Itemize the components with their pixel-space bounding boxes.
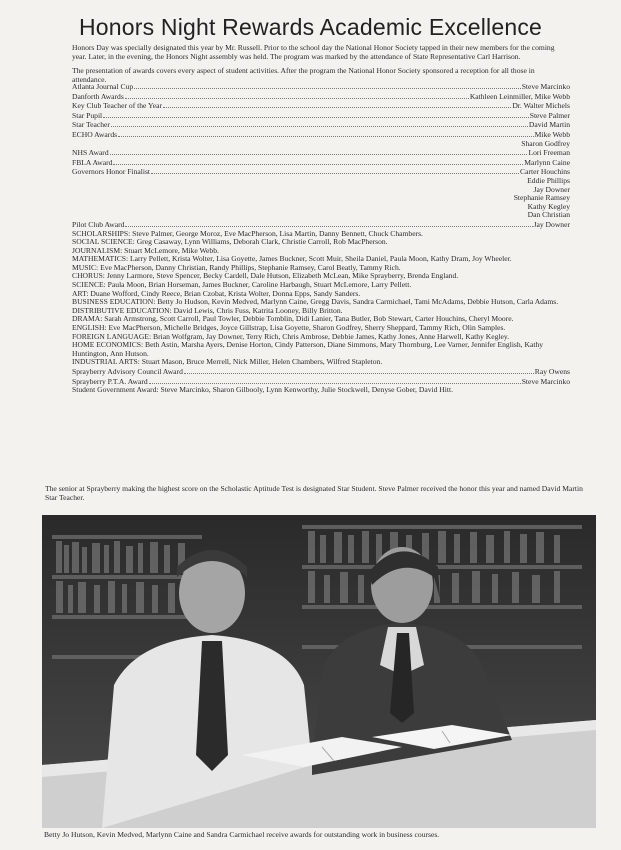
award-row: Sprayberry P.T.A. Award Steve Marcinko [72,376,570,386]
award-recipient-extra: Dan Christian [527,210,570,220]
award-recipient-extra: Kathy Kegley [527,201,570,211]
category-recipients: Betty Jo Hudson, Kevin Medved, Marlynn Caine, Gregg Davis, Sandra Carmichael, Tami McAdams, Debbie Hutson, Carla Adams. [157,297,559,307]
intro-paragraph: Honors Day was specially designated this year by Mr. Russell. Prior to the school day the National Honor Society tapped in their new members for the coming year. Later, in the evening, the Honors Night assembly was held. The program was marked by the attendance of State Representative Carl Harrison. [72,43,555,61]
category-recipients: Larry Pellett, Krista Wolter, Lisa Goyette, James Buckner, Scott Muir, Sheila Daniel, Paula Moon, Kathy Dram, Joy Wheeler. [130,254,512,264]
award-row: Star Pupil Steve Palmer [72,110,570,120]
award-category [72,358,570,367]
photo [42,515,596,828]
category-recipients: Eve MacPherson, Danny Christian, Randy Phillips, Stephanie Ramsey, Carol Beatly, Tammy Rich. [100,262,401,272]
award-row: Star Teacher David Martin [72,120,570,130]
category-recipients: Jenny Larmore, Steve Spencer, Becky Cardell, Dale Hutson, Elizabeth McLean, Mike Sprayberry, Brenda England. [106,271,459,281]
category-name: SCIENCE: [72,280,106,290]
photo-caption: Betty Jo Hutson, Kevin Medved, Marlynn Caine and Sandra Carmichael receive awards for outstanding work in business courses. [44,830,440,839]
page-title: Honors Night Rewards Academic Excellence [78,14,543,40]
category-name: HOME ECONOMICS: [72,340,144,350]
award-row: Danforth Awards Kathleen Leinmiller, Mike Webb [72,91,570,101]
category-name: SOCIAL SCIENCE: [72,237,135,247]
category-recipients: David Lewis, Chris Fuss, Katrita Looney, Billy Britton. [173,305,343,315]
category-list [72,230,570,368]
category-name: CHORUS: [72,271,105,281]
star-student-text: The senior at Sprayberry making the highest score on the Scholastic Aptitude Test is designated Star Student. Steve Palmer received the honor this year and named David Martin Star Teacher. [45,484,583,502]
category-recipients: Steve Palmer, George Moroz, Eve MacPherson, Lisa Martin, Danny Bennett, Chuck Chambers. [132,228,423,238]
category-name: BUSINESS EDUCATION: [72,297,156,307]
category-name: MUSIC: [72,262,99,272]
award-row: Pilot Club Award Jay Downer [72,219,570,229]
category-recipients: Greg Casaway, Lynn Williams, Deborah Clark, Christie Carroll, Rob MacPherson. [136,237,388,247]
category-name: JOURNALISM: [72,245,123,255]
intro-paragraph: The presentation of awards covers every aspect of student activities. After the program the National Honor Society sponsored a reception for all those in attendance. [72,66,535,84]
category-name: SCHOLARSHIPS: [72,228,131,238]
category-name: MATHEMATICS: [72,254,129,264]
awards-list [72,82,570,395]
award-recipient-extra: Sharon Godfrey [521,138,570,148]
award-row: ECHO Awards Mike Webb [72,129,570,139]
award-category [72,341,570,358]
category-recipients: Brian Wolfgram, Jay Downer, Terry Rich, Chris Ambrose, Debbie James, Kathy Jones, Anne Harwell, Kathy Kegley. [153,331,510,341]
category-name: DRAMA: [72,314,103,324]
category-name: INDUSTRIAL ARTS: [72,357,140,367]
category-recipients: Sarah Armstrong, Scott Carroll, Paul Towler, Debbie Tomblin, Didi Lanier, Tana Butler, Bob Stewart, Carter Houchins, Cheryl Moore. [104,314,514,324]
category-recipients: Stuart Mason, Bruce Merrell, Nick Miller, Helen Chambers, Wilfred Stapleton. [141,357,383,367]
category-name: FOREIGN LANGUAGE: [72,331,152,341]
award-row: FBLA Award Marlynn Caine [72,157,570,167]
award-recipient-extra: Stephanie Ramsey [513,193,570,203]
category-recipients: Stuart McLemore, Mike Webb. [124,245,219,255]
category-recipients: Paula Moon, Brian Horseman, James Buckner, Caroline Harbaugh, Stuart McLemore, Larry Pellett. [107,280,412,290]
award-recipient-extra: Jay Downer [533,184,570,194]
category-name: ART: [72,288,89,298]
award-recipient-extra: Eddie Phillips [527,175,570,185]
award-row: NHS Award Lori Freeman [72,148,570,158]
category-name: DISTRIBUTIVE EDUCATION: [72,305,172,315]
category-recipients: Eve MacPherson, Michelle Bridges, Joyce Gillstrap, Lisa Goyette, Sharon Godfrey, Sherry Sheppard, Tammy Rich, Olin Samples. [108,323,506,333]
category-recipients: Beth Astin, Marsha Ayers, Denise Horton, Cindy Patterson, Diane Simmons, Mary Thornburg, Lee Varner, Jennifer English, Kathy Huntington, Ann Hutson. [72,340,544,358]
award-row: Sprayberry Advisory Council Award Ray Owens [72,367,570,376]
category-name: ENGLISH: [72,323,107,333]
student-government-award: Student Government Award: Steve Marcinko, Sharon Gilbooly, Lynn Kenworthy, Julie Stockwell, Denyse Gober, David Hitt. [72,385,454,395]
award-row: Atlanta Journal Cup Steve Marcinko [72,82,570,91]
category-recipients: Duane Wofford, Cindy Reece, Brian Czobat, Krista Wolter, Donna Epps, Sandy Sanders. [90,288,361,298]
award-row: Key Club Teacher of the Year Dr. Walter Michels [72,101,570,111]
award-row: Governors Honor Finalist Carter Houchins [72,167,570,177]
